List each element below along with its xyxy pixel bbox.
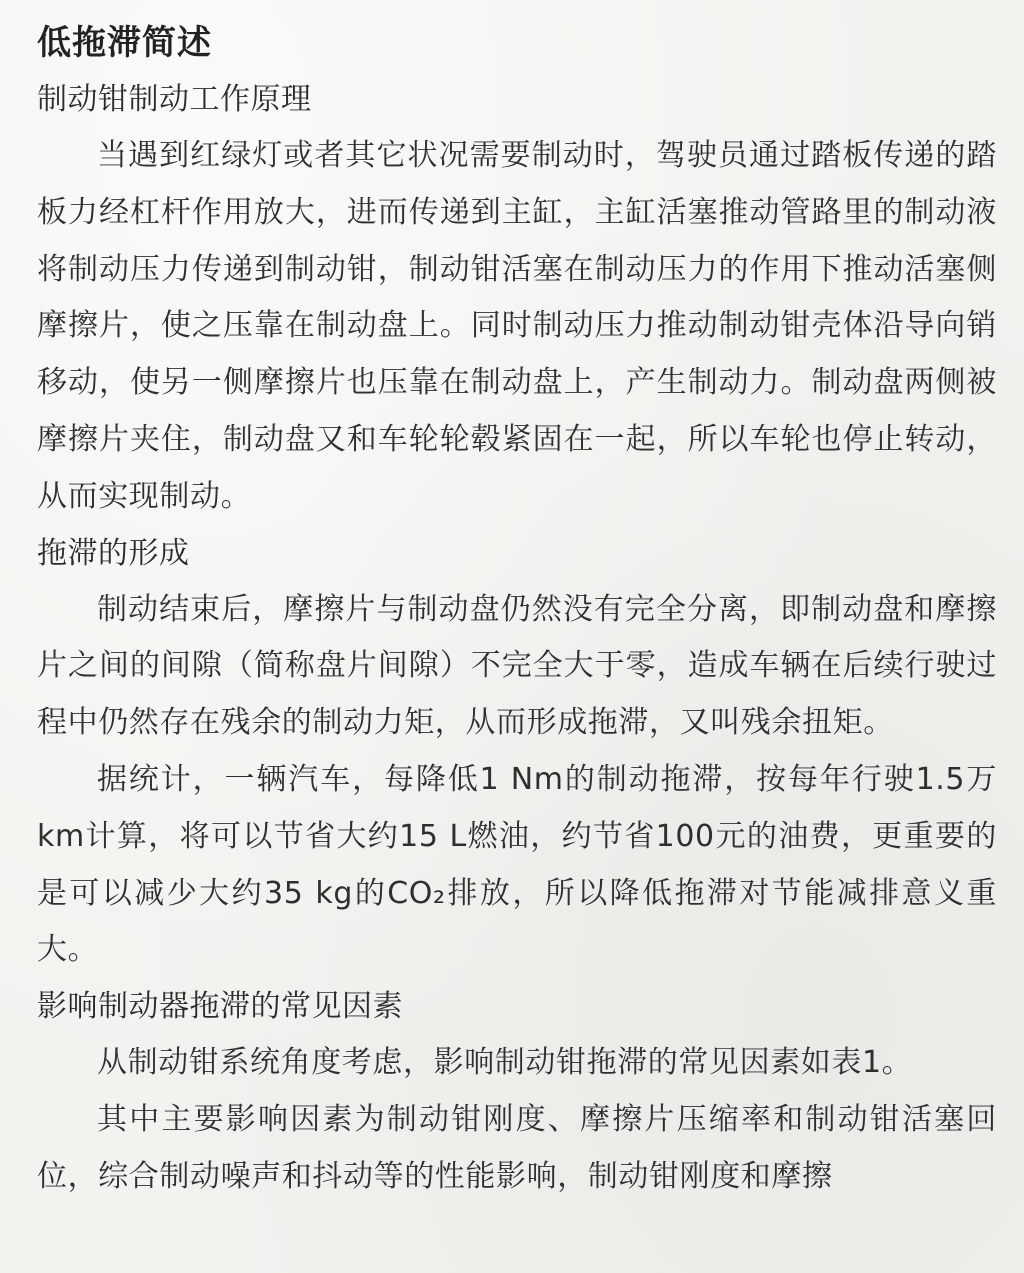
article-body — [37, 14, 997, 1206]
section-heading-drag-formation: 拖滞的形成 — [37, 535, 190, 571]
paragraph-factors-intro: 从制动钳系统角度考虑，影响制动钳拖滞的常见因素如表1。 — [97, 1045, 913, 1081]
article-title: 低拖滞简述 — [37, 23, 212, 63]
paragraph-principle: 当遇到红绿灯或者其它状况需要制动时，驾驶员通过踏板传递的踏板力经杠杆作用放大，进而传递到主缸，主缸活塞推动管路里的制动液将制动压力传递到制动钳，制动钳活塞在制动压力的作用下推动活塞侧摩擦片，使之压靠在制动盘上。同时制动压力推动制动钳壳体沿导向销移动，使另一侧摩擦片也压靠在制动盘上，产生制动力。制动盘两侧被摩擦片夹住，制动盘又和车轮轮毂紧固在一起，所以车轮也停止转动，从而实现制动。 — [37, 138, 997, 514]
section-heading-principle: 制动钳制动工作原理 — [37, 82, 312, 117]
paragraph-factors-main: 其中主要影响因素为制动钳刚度、摩擦片压缩率和制动钳活塞回位，综合制动噪声和抖动等的性能影响，制动钳刚度和摩擦 — [37, 1101, 997, 1194]
section-heading-factors: 影响制动器拖滞的常见因素 — [37, 989, 403, 1025]
paragraph-drag-definition: 制动结束后，摩擦片与制动盘仍然没有完全分离，即制动盘和摩擦片之间的间隙（简称盘片间隙）不完全大于零，造成车辆在后续行驶过程中仍然存在残余的制动力矩，从而形成拖滞，又叫残余扭矩。 — [37, 591, 997, 741]
paragraph-drag-statistics: 据统计，一辆汽车，每降低1 Nm的制动拖滞，按每年行驶1.5万km计算，将可以节省大约15 L燃油，约节省100元的油费，更重要的是可以减少大约35 kg的CO₂排放，所以降低拖滞对节能减排意义重大。 — [37, 761, 997, 968]
